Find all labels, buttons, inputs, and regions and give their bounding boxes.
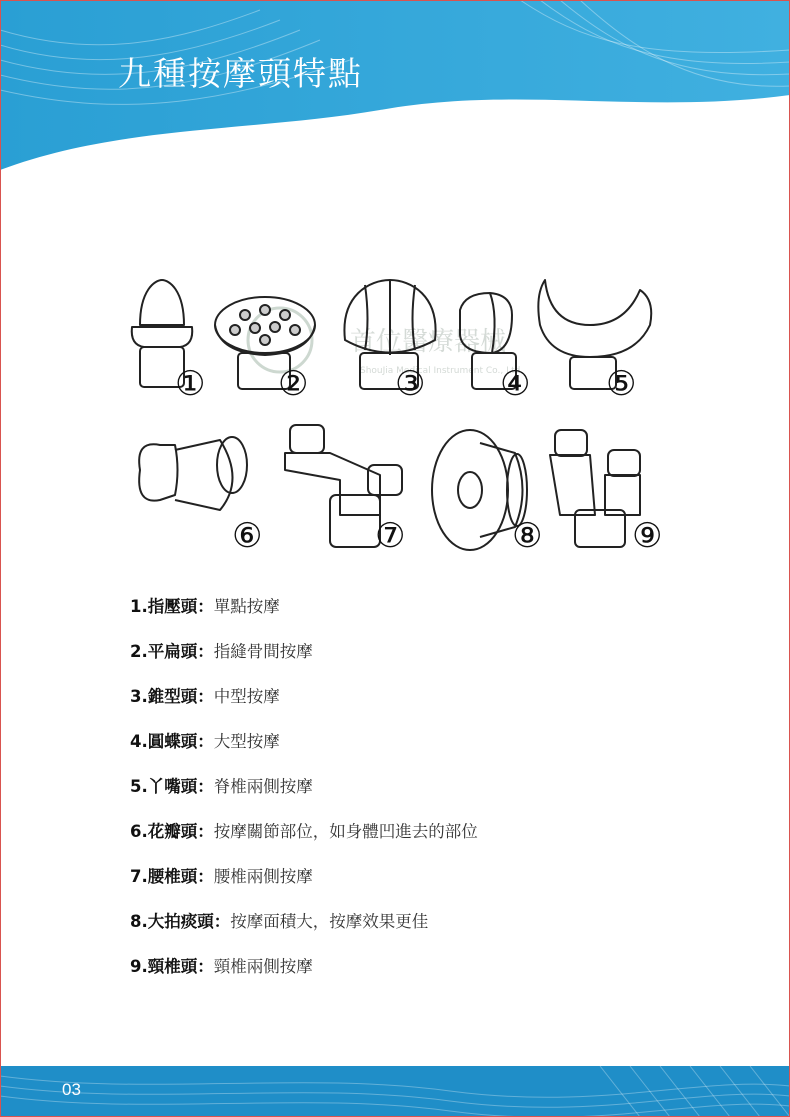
list-item — [130, 773, 478, 818]
feature-name: 3.錐型頭： — [130, 687, 214, 706]
feature-desc: 單點按摩 — [213, 597, 280, 616]
head-number-9: ⑨ — [632, 516, 663, 556]
head-number-6: ⑥ — [232, 516, 263, 556]
feature-desc: 大型按摩 — [213, 732, 280, 751]
feature-desc: 中型按摩 — [213, 687, 280, 706]
feature-name: 2.平扁頭： — [130, 642, 214, 661]
head-number-7: ⑦ — [375, 516, 406, 556]
feature-desc: 腰椎兩側按摩 — [213, 867, 313, 886]
feature-list — [130, 593, 478, 998]
feature-name: 7.腰椎頭： — [130, 867, 214, 886]
head-number-8: ⑧ — [512, 516, 543, 556]
head-number-1: ① — [175, 364, 206, 404]
feature-desc: 按摩面積大，按摩效果更佳 — [230, 912, 429, 931]
list-item — [130, 683, 478, 728]
list-item — [130, 593, 478, 638]
list-item — [130, 908, 478, 953]
feature-name: 9.頸椎頭： — [130, 957, 214, 976]
head-number-4: ④ — [500, 364, 531, 404]
massage-heads-illustration — [120, 265, 680, 565]
list-item — [130, 728, 478, 773]
feature-desc: 指縫骨間按摩 — [213, 642, 313, 661]
feature-name: 4.圓蝶頭： — [130, 732, 214, 751]
feature-name: 1.指壓頭： — [130, 597, 214, 616]
watermark-text: 首位醫療器械 — [350, 327, 507, 357]
page-number: 03 — [62, 1080, 81, 1099]
list-item — [130, 638, 478, 683]
feature-desc: 按摩關節部位，如身體凹進去的部位 — [213, 822, 478, 841]
list-item — [130, 863, 478, 908]
head-number-3: ③ — [395, 364, 426, 404]
head-number-5: ⑤ — [606, 364, 637, 404]
petal-head-icon — [139, 437, 247, 510]
footer-wave-background — [0, 1066, 790, 1117]
neck-head-icon — [550, 430, 640, 547]
feature-name: 6.花瓣頭： — [130, 822, 214, 841]
feature-desc: 頸椎兩側按摩 — [213, 957, 313, 976]
feature-name: 5.丫嘴頭： — [130, 777, 214, 796]
feature-name: 8.大拍痰頭： — [130, 912, 231, 931]
head-number-2: ② — [278, 364, 309, 404]
list-item — [130, 953, 478, 998]
feature-desc: 脊椎兩側按摩 — [213, 777, 313, 796]
watermark-text-en: ShouJia Medical Instrument Co., Ltd — [360, 366, 521, 376]
page-title: 九種按摩頭特點 — [118, 54, 363, 93]
list-item — [130, 818, 478, 863]
